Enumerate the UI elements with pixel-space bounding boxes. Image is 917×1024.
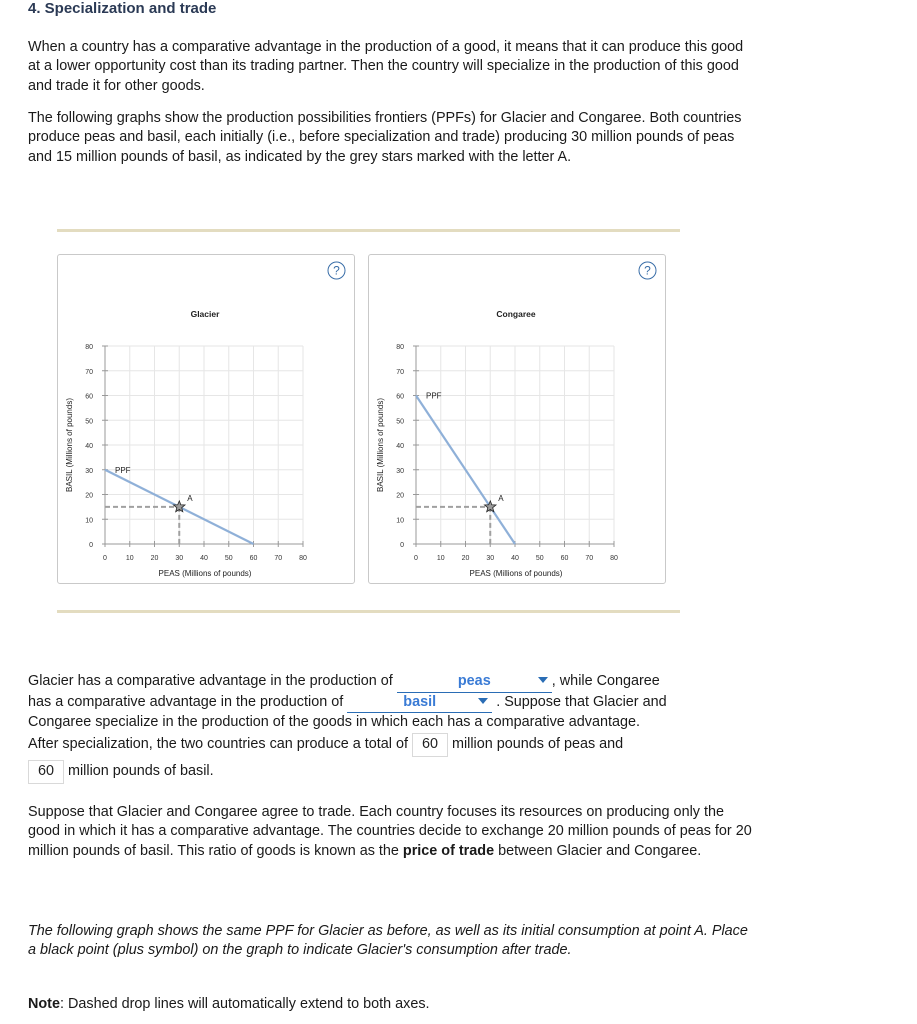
y-tick-label: 20 xyxy=(85,492,93,500)
chart-title: Congaree xyxy=(496,309,536,319)
svg-text:?: ? xyxy=(644,263,651,278)
x-tick-label: 50 xyxy=(224,555,233,562)
y-tick-label: 0 xyxy=(400,542,404,549)
trade-paragraph: Suppose that Glacier and Congaree agree to trade. Each country focuses its resources on producing only the good in which it has a comparative advantage. The countries decide to exchange 20 million pounds of peas for 20 million pounds of basil. This ratio of goods is known as the price of trade between Glacier and Congaree. xyxy=(28,804,752,859)
chart-title: Glacier xyxy=(190,309,220,319)
y-tick-label: 60 xyxy=(85,393,93,401)
note-line: Note: Dashed drop lines will automatically extend to both axes. xyxy=(28,996,430,1012)
comparative-advantage-question: Glacier has a comparative advantage in the production of peas , while Congaree has a comparative advantage in the production of basil . Suppose that Glacier and Congaree specialize in the production of the goods in which each has a comparative advantage. After specialization, the two countries can produce a total of 60 million pounds of peas and 60 million pounds of basil. xyxy=(28,672,748,784)
glacier-help-icon[interactable] xyxy=(327,261,346,280)
svg-text:?: ? xyxy=(333,263,340,278)
divider-bottom xyxy=(57,610,680,613)
x-tick-label: 50 xyxy=(535,555,544,562)
x-tick-label: 10 xyxy=(125,555,134,562)
x-tick-label: 40 xyxy=(200,555,208,562)
y-tick-label: 0 xyxy=(89,542,93,549)
chevron-down-icon xyxy=(538,677,548,683)
y-tick-label: 70 xyxy=(85,368,93,376)
x-tick-label: 0 xyxy=(414,555,418,562)
total-peas-input[interactable]: 60 xyxy=(412,733,448,757)
x-tick-label: 30 xyxy=(486,555,495,562)
basil-dropdown[interactable]: basil xyxy=(347,693,492,714)
point-a-label: A xyxy=(187,493,193,503)
ppf-label: PPF xyxy=(426,391,442,401)
x-tick-label: 70 xyxy=(585,555,594,562)
graph-instruction: The following graph shows the same PPF for Glacier as before, as well as its initial consumption at point A. Place a black point (plus symbol) on the graph to indicate Glacier's consumption after trade. xyxy=(28,923,748,959)
y-tick-label: 80 xyxy=(396,344,404,351)
y-tick-label: 60 xyxy=(396,393,404,401)
y-tick-label: 40 xyxy=(85,443,93,450)
glacier-chart[interactable] xyxy=(57,254,353,582)
x-tick-label: 20 xyxy=(150,555,159,562)
divider-top xyxy=(57,229,680,232)
x-axis-label: PEAS (Millions of pounds) xyxy=(469,569,563,578)
x-axis-label: PEAS (Millions of pounds) xyxy=(158,569,252,578)
congaree-chart[interactable] xyxy=(368,254,664,582)
x-tick-label: 60 xyxy=(560,555,569,562)
peas-dropdown[interactable]: peas xyxy=(397,672,552,693)
x-tick-label: 0 xyxy=(103,555,107,562)
x-tick-label: 40 xyxy=(511,555,519,562)
y-tick-label: 20 xyxy=(396,492,404,500)
y-tick-label: 40 xyxy=(396,443,404,450)
x-tick-label: 20 xyxy=(461,555,470,562)
intro-paragraph: When a country has a comparative advantage in the production of a good, it means that it can produce this good at a lower opportunity cost than its trading partner. Then the country will specialize in the production of this good and trade it for other goods. xyxy=(28,39,744,94)
x-tick-label: 70 xyxy=(274,555,283,562)
section-heading: 4. Specialization and trade xyxy=(28,0,217,17)
ppf-label: PPF xyxy=(115,465,131,475)
y-tick-label: 70 xyxy=(396,368,404,376)
y-axis-label: BASIL (Millions of pounds) xyxy=(376,398,385,492)
point-a-label: A xyxy=(498,493,504,503)
y-tick-label: 30 xyxy=(396,467,404,475)
x-tick-label: 80 xyxy=(610,555,618,562)
congaree-help-icon[interactable] xyxy=(638,261,657,280)
x-tick-label: 30 xyxy=(175,555,184,562)
y-axis-label: BASIL (Millions of pounds) xyxy=(65,398,74,492)
y-tick-label: 30 xyxy=(85,467,93,475)
x-tick-label: 60 xyxy=(249,555,258,562)
x-tick-label: 80 xyxy=(299,555,307,562)
x-tick-label: 10 xyxy=(436,555,445,562)
y-tick-label: 80 xyxy=(85,344,93,351)
y-tick-label: 50 xyxy=(396,418,404,426)
total-basil-input[interactable]: 60 xyxy=(28,760,64,784)
y-tick-label: 50 xyxy=(85,418,93,426)
price-of-trade-term: price of trade xyxy=(402,842,495,859)
y-tick-label: 10 xyxy=(85,517,93,525)
y-tick-label: 10 xyxy=(396,517,404,525)
graphs-paragraph: The following graphs show the production possibilities frontiers (PPFs) for Glacier and Congaree. Both countries produce peas and basil, each initially (i.e., before specialization and trade) producing 30 million pounds of peas and 15 million pounds of basil, as indicated by the grey stars marked with the letter A. xyxy=(28,110,742,165)
chevron-down-icon xyxy=(478,698,488,704)
